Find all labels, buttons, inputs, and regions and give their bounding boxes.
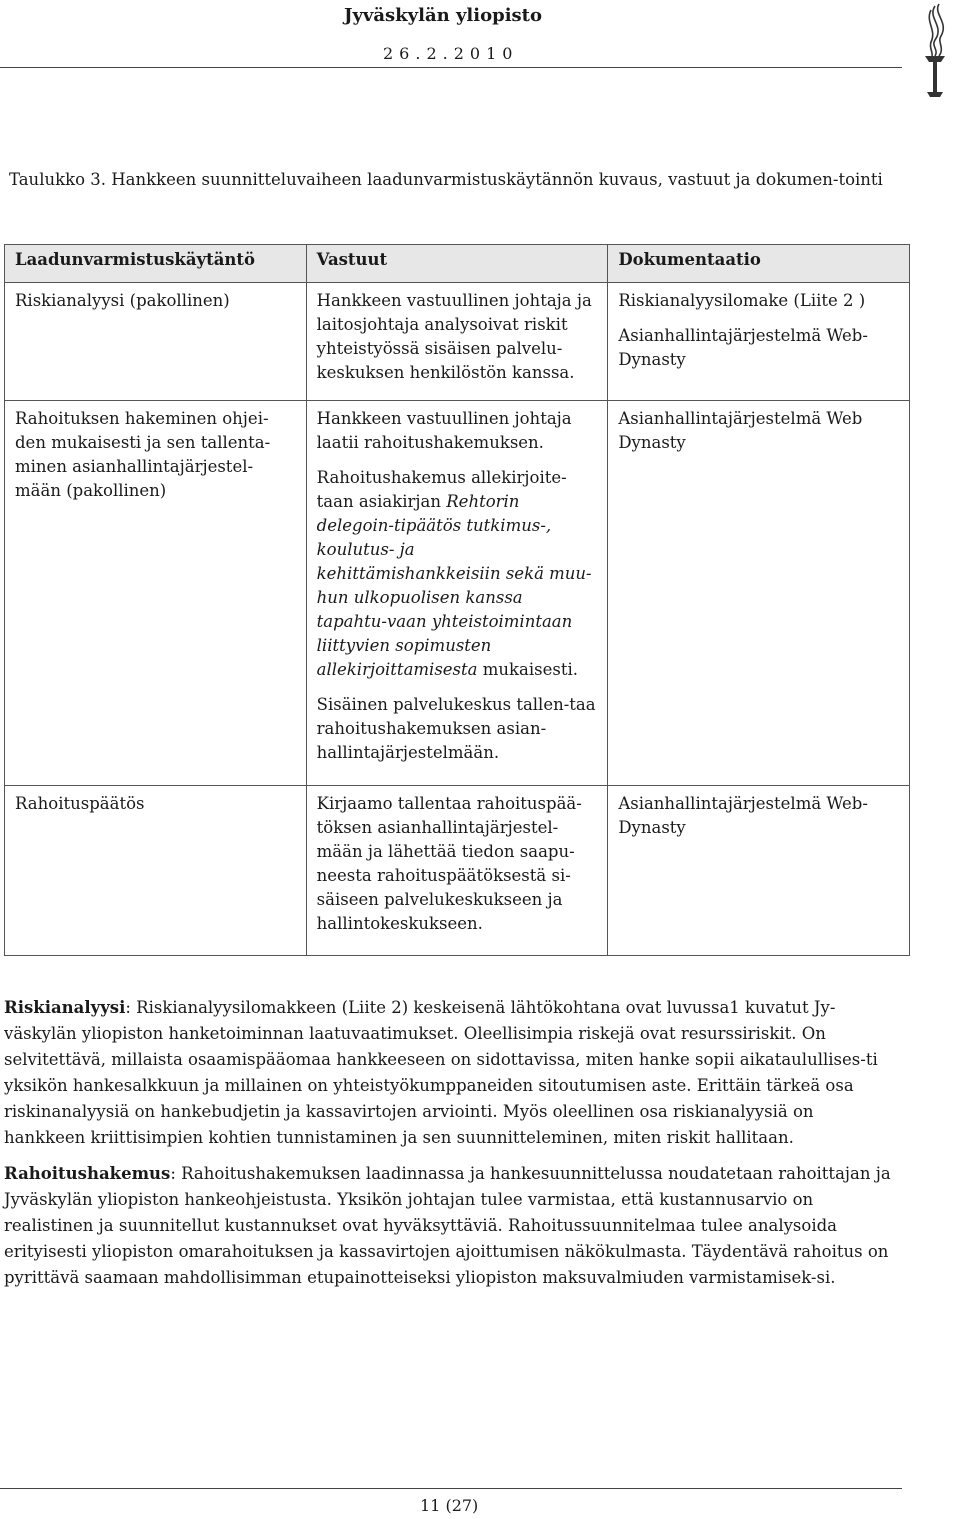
paragraph-text: : Riskianalyysilomakkeen (Liite 2) keskeisenä lähtökohtana ovat luvussa1 kuvatut Jy-väskylän yliopiston hanketoiminnan laatuvaatimukset. Oleellisimpia riskejä ovat resurssiriskit. On selvitettävä, millaista osaamispääomaa hankkeeseen on sidottavissa, miten hanke sopii aikataulullises-ti yksikön hankesalkkuun ja millainen on yhteistyökumppaneiden sitoutumisen aste. Erittäin tärkeä osa riskinanalyysiä on hankebudjetin ja kassavirtojen arviointi. Myös oleellinen osa riskianalyysiä on hankkeen kriittisimpien kohtien tunnistaminen ja sen suunnitteleminen, miten riskit hallitaan. bbox=[4, 998, 878, 1147]
paragraph-term: Rahoitushakemus bbox=[4, 1164, 171, 1183]
paragraph-risk-analysis bbox=[4, 995, 897, 1151]
paragraph-text: : Rahoitushakemuksen laadinnassa ja hankesuunnittelussa noudatetaan rahoittajan ja Jyväskylän yliopiston hankeohjeistusta. Yksikön johtajan tulee varmistaa, että kustannusarvio on realistinen ja suunnitellut kustannukset ovat hyväksyttäviä. Rahoitussuunnitelmaa tulee analysoida erityisesti yliopiston omarahoituksen ja kassavirtojen ajoittumisen näkökulmasta. Täydentävä rahoitus on pyrittävä saamaan mahdollisimman etupainotteiseksi yliopiston maksuvalmiuden varmistamisek-si. bbox=[4, 1164, 891, 1287]
university-torch-logo-icon bbox=[905, 0, 960, 100]
documentation-text: Riskianalyysilomake (Liite 2 ) bbox=[618, 291, 866, 310]
table-row bbox=[5, 401, 910, 786]
table-row bbox=[5, 786, 910, 956]
university-name: Jyväskylän yliopisto bbox=[343, 5, 542, 26]
document-date: 26.2.2010 bbox=[383, 44, 519, 63]
footer-divider bbox=[0, 1488, 902, 1489]
table-header-row bbox=[5, 245, 910, 283]
documentation-text: Asianhallintajärjestelmä Web-Dynasty bbox=[618, 326, 868, 369]
body-text bbox=[4, 995, 897, 1301]
responsibility-text-part: Rahoitushakemus allekirjoite-taan asiakirjan bbox=[316, 468, 567, 511]
practice-cell: Rahoituksen hakeminen ohjei-den mukaisesti ja sen tallenta-minen asianhallintajärjestel-mään (pakollinen) bbox=[5, 401, 307, 786]
column-header-responsibilities: Vastuut bbox=[306, 245, 608, 283]
table-caption bbox=[9, 168, 899, 192]
responsibility-text bbox=[317, 466, 598, 682]
paragraph-term: Riskianalyysi bbox=[4, 998, 126, 1017]
responsibility-text: Hankkeen vastuullinen johtaja ja laitosjohtaja analysoivat riskit yhteistyössä sisäisen palvelu-keskuksen henkilöstön kanssa. bbox=[316, 291, 592, 382]
paragraph-funding-application bbox=[4, 1161, 897, 1291]
table-caption-label: Taulukko 3. bbox=[9, 170, 107, 189]
responsibility-text: Hankkeen vastuullinen johtaja laatii rahoitushakemuksen. bbox=[316, 409, 572, 452]
page-number: 11 (27) bbox=[420, 1496, 479, 1515]
delegation-decision-title: Rehtorin delegoin-tipäätös tutkimus-, koulutus- ja kehittämishankkeisiin sekä muu-hun ulkopuolisen kanssa tapahtu-vaan yhteistoimintaan liittyvien sopimusten allekirjoittamisesta bbox=[316, 492, 592, 679]
practice-cell: Riskianalyysi (pakollinen) bbox=[5, 283, 307, 401]
documentation-text: Asianhallintajärjestelmä Web-Dynasty bbox=[618, 794, 868, 837]
quality-assurance-table bbox=[4, 244, 910, 956]
column-header-documentation: Dokumentaatio bbox=[608, 245, 910, 283]
table-caption-text: Hankkeen suunnitteluvaiheen laadunvarmistuskäytännön kuvaus, vastuut ja dokumen-tointi bbox=[111, 170, 883, 189]
documentation-cell bbox=[608, 401, 910, 786]
documentation-cell bbox=[608, 283, 910, 401]
responsibilities-cell bbox=[306, 786, 608, 956]
documentation-cell bbox=[608, 786, 910, 956]
column-header-practice: Laadunvarmistuskäytäntö bbox=[5, 245, 307, 283]
responsibility-text: Sisäinen palvelukeskus tallen-taa rahoitushakemuksen asian-hallintajärjestelmään. bbox=[316, 695, 596, 762]
responsibility-text-part: mukaisesti. bbox=[482, 660, 578, 679]
documentation-text: Asianhallintajärjestelmä Web Dynasty bbox=[618, 409, 863, 452]
table-row bbox=[5, 283, 910, 401]
practice-cell: Rahoituspäätös bbox=[5, 786, 307, 956]
header-divider bbox=[0, 67, 902, 68]
responsibilities-cell bbox=[306, 283, 608, 401]
responsibility-text: Kirjaamo tallentaa rahoituspää-töksen asianhallintajärjestel-mään ja lähettää tiedon saapu-neesta rahoituspäätöksestä si-säiseen palvelukeskukseen ja hallintokeskukseen. bbox=[316, 794, 582, 933]
responsibilities-cell bbox=[306, 401, 608, 786]
